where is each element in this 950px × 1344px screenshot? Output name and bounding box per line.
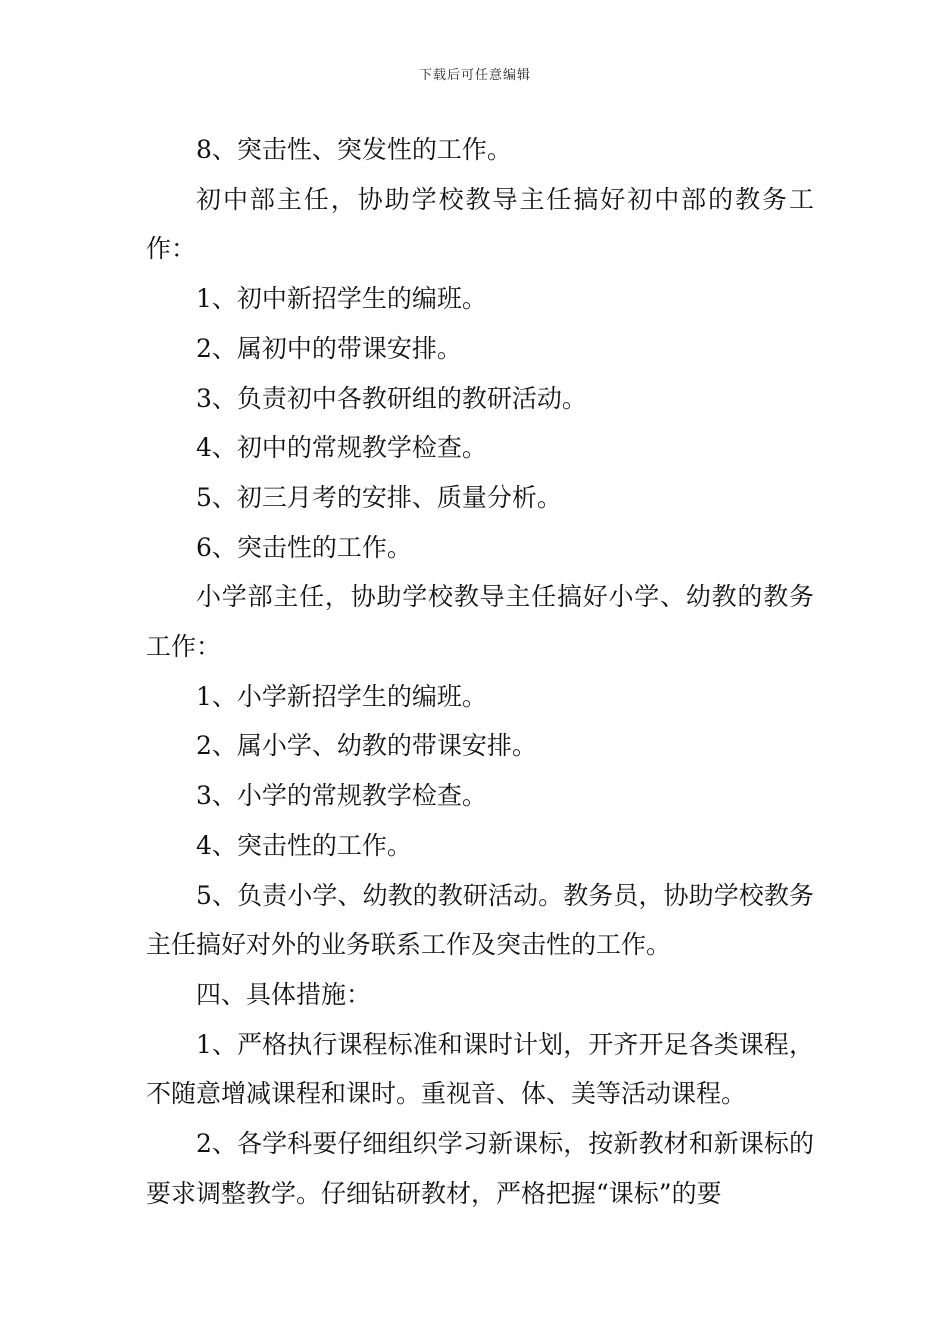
paragraph: 1、初中新招学生的编班。: [196, 284, 487, 314]
paragraph: 初中部主任，协助学校教导主任搞好初中部的教务工作：: [146, 184, 814, 264]
paragraph: 6、突击性的工作。: [196, 532, 412, 562]
paragraph: 2、各学科要仔细组织学习新课标，按新教材和新课标的要求调整教学。仔细钻研教材，严格把握“课标”的要: [146, 1129, 814, 1208]
paragraph: 5、负责小学、幼教的教研活动。教务员，协助学校教务主任搞好对外的业务联系工作及突击性的工作。: [146, 880, 814, 960]
page-header-note: 下载后可任意编辑: [418, 68, 531, 83]
section-heading: 四、具体措施：: [196, 979, 372, 1009]
paragraph: 2、属初中的带课安排。: [196, 333, 462, 363]
paragraph: 4、突击性的工作。: [196, 830, 412, 860]
paragraph: 4、初中的常规教学检查。: [196, 433, 487, 463]
paragraph: 3、小学的常规教学检查。: [196, 781, 487, 811]
paragraph: 1、严格执行课程标准和课时计划，开齐开足各类课程，不随意增减课程和课时。重视音、体、美等活动课程。: [146, 1029, 814, 1109]
paragraph: 2、属小学、幼教的带课安排。: [196, 731, 537, 761]
paragraph: 3、负责初中各教研组的教研活动。: [196, 383, 587, 413]
paragraph: 5、初三月考的安排、质量分析。: [196, 482, 562, 512]
paragraph: 8、突击性、突发性的工作。: [196, 135, 512, 164]
paragraph: 小学部主任，协助学校教导主任搞好小学、幼教的教务工作：: [146, 582, 814, 662]
document-body: [146, 125, 814, 1218]
paragraph: 1、小学新招学生的编班。: [196, 681, 487, 711]
